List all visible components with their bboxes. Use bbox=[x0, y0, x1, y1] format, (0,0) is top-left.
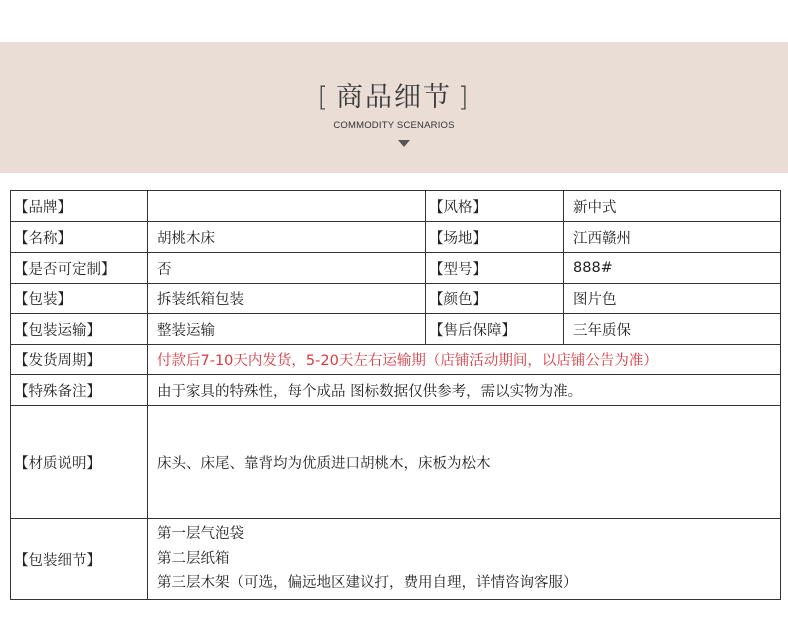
package-label: 【包装】 bbox=[11, 284, 148, 314]
delivery-label: 【发货周期】 bbox=[11, 345, 148, 375]
table-row bbox=[11, 345, 781, 375]
table-row bbox=[11, 406, 781, 519]
title-bracket-right: ] bbox=[458, 82, 471, 113]
packing-line: 第二层纸箱 bbox=[157, 550, 230, 567]
material-label: 【材质说明】 bbox=[11, 406, 148, 519]
model-value: 888# bbox=[564, 253, 781, 284]
model-label: 【型号】 bbox=[426, 253, 564, 284]
origin-label: 【场地】 bbox=[426, 222, 564, 253]
table-row bbox=[11, 375, 781, 406]
package-value: 拆装纸箱包装 bbox=[148, 284, 426, 314]
origin-value: 江西赣州 bbox=[564, 222, 781, 253]
packing-line: 第三层木架（可选，偏远地区建议打，费用自理，详情咨询客服） bbox=[157, 575, 578, 592]
table-row bbox=[11, 222, 781, 253]
style-value: 新中式 bbox=[564, 191, 781, 222]
color-label: 【颜色】 bbox=[426, 284, 564, 314]
material-value: 床头、床尾、靠背均为优质进口胡桃木，床板为松木 bbox=[148, 406, 781, 519]
table-row bbox=[11, 519, 781, 600]
brand-label: 【品牌】 bbox=[11, 191, 148, 222]
warranty-value: 三年质保 bbox=[564, 314, 781, 345]
notes-value: 由于家具的特殊性，每个成品 图标数据仅供参考，需以实物为准。 bbox=[148, 375, 781, 406]
custom-label: 【是否可定制】 bbox=[11, 253, 148, 284]
table-row bbox=[11, 191, 781, 222]
title-bracket-left: [ bbox=[317, 82, 330, 113]
title-text: 商品细节 bbox=[336, 82, 452, 113]
custom-value: 否 bbox=[148, 253, 426, 284]
warranty-label: 【售后保障】 bbox=[426, 314, 564, 345]
packing-line: 第一层气泡袋 bbox=[157, 526, 244, 543]
color-value: 图片色 bbox=[564, 284, 781, 314]
delivery-value: 付款后7-10天内发货，5-20天左右运输期（店铺活动期间，以店铺公告为准） bbox=[148, 345, 781, 375]
style-label: 【风格】 bbox=[426, 191, 564, 222]
packing-label: 【包装细节】 bbox=[11, 519, 148, 600]
table-row bbox=[11, 284, 781, 314]
shipping-value: 整装运输 bbox=[148, 314, 426, 345]
name-label: 【名称】 bbox=[11, 222, 148, 253]
product-spec-table bbox=[10, 190, 781, 600]
section-title bbox=[0, 80, 788, 116]
table-row bbox=[11, 253, 781, 284]
caret-down-icon bbox=[398, 140, 410, 147]
table-row bbox=[11, 314, 781, 345]
packing-value bbox=[148, 519, 781, 600]
notes-label: 【特殊备注】 bbox=[11, 375, 148, 406]
section-subtitle: COMMODITY SCENARIOS bbox=[333, 120, 455, 131]
name-value: 胡桃木床 bbox=[148, 222, 426, 253]
shipping-label: 【包装运输】 bbox=[11, 314, 148, 345]
brand-value bbox=[148, 191, 426, 222]
